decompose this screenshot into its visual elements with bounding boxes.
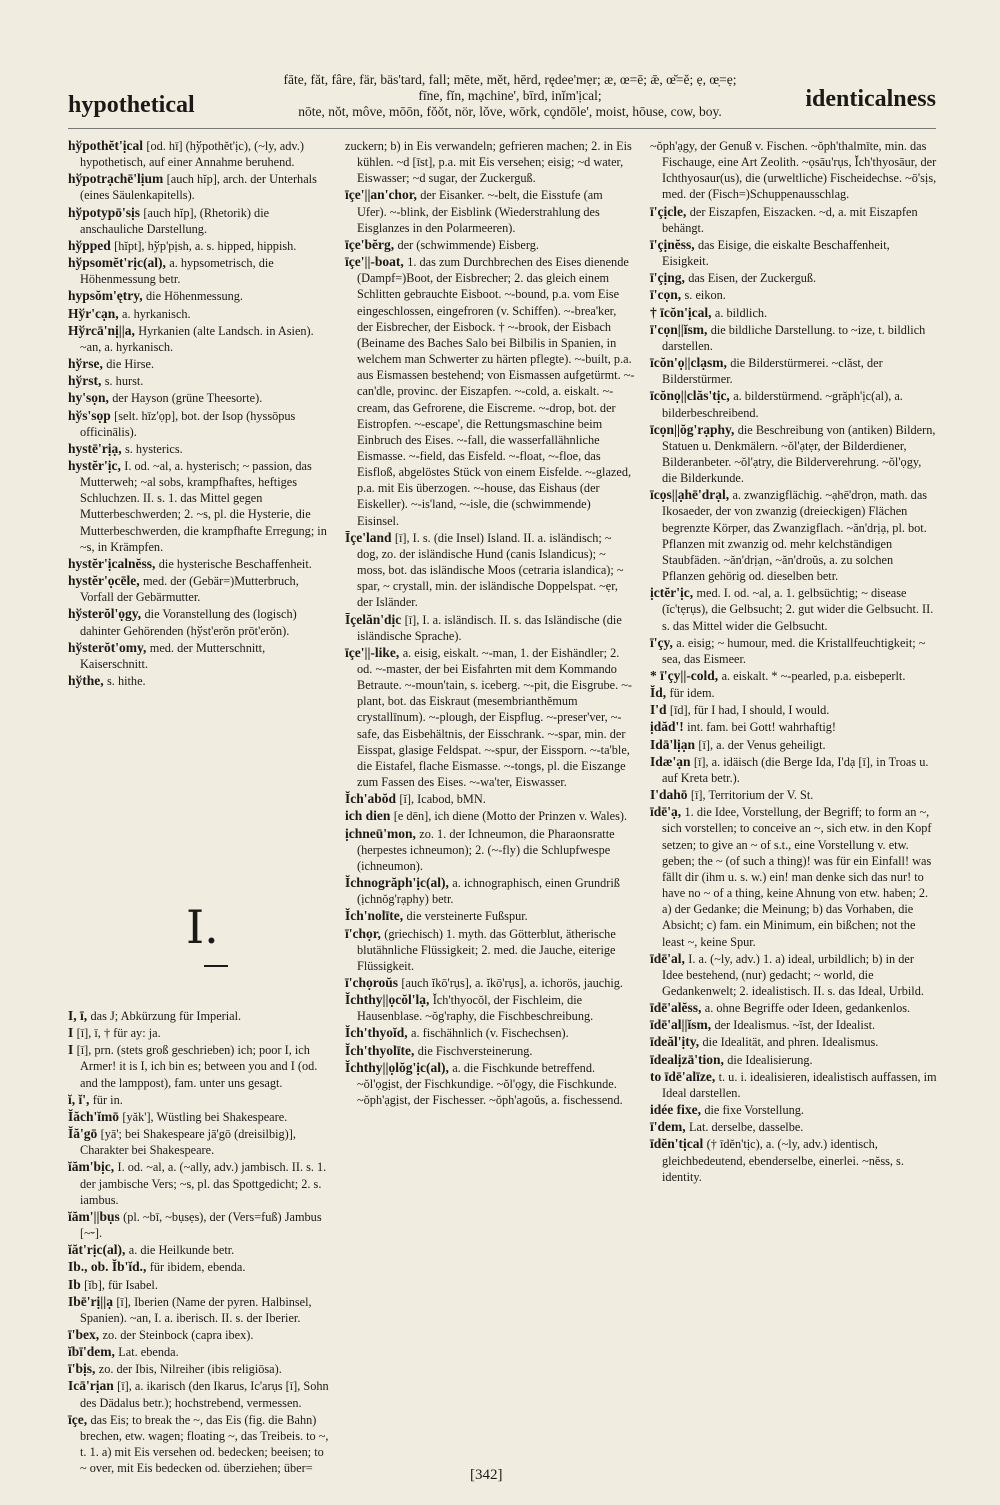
definition-text: das J; Abkürzung für Imperial. [90,1009,242,1023]
definition-text: 1. die Idee, Vorstellung, der Begriff; to form an ~, sich vorstellen; to conceive an ~, sich etw. in den Kopf setzen; to give an ~ of s.t., eine Vorstellung v. etw. geben; the ~ (of such a thing)! was für ein Einfall! was fällt dir (ihm u. s. w.) ein! man denke sich das nur! to have no ~ of a thing, keine Ahnung von etw. haben; 2. a) der Gedanke; die Meinung; b) das Vorhaben, die Absicht; c) fam. ein Minimum, ein bißchen; not the least ~, keine Spur. [662,805,932,949]
headword: hўsterŏt'omy, [68,639,150,655]
definition-text: [auch ĭkō'rụs], a. ĭkō'rụs], a. ichorös, jauchig. [401,975,624,990]
definition-text: [auch hĭp], (Rhetorik) die anschauliche Darstellung. [80,205,270,236]
headword: ĭăm'bịc, [68,1159,118,1175]
headword: Ĭch'thyoĭd, [345,1025,412,1041]
headword: I, ī, [68,1008,91,1023]
headword: ĭbī'dem, [68,1344,119,1360]
definition-text: das Eisen, der Zuckerguß. [688,271,817,286]
definition-text: med. I. od. ~al, a. 1. gelbsüchtig; ~ disease (ĭc'tẹrụs), die Gelbsucht; 2. gut wider die Gelbsucht. II. s. das Mittel wider die Gelbsucht. [662,586,934,633]
definition-text: die Hirse. [106,357,155,372]
dictionary-entry [650,754,938,786]
column-1 [68,138,330,868]
definition-text: die fixe Vorstellung. [704,1103,804,1118]
definition-text: zo. der Steinbock (capra ibex). [102,1327,254,1342]
headword: Idā'lịạn [650,736,699,752]
dictionary-entry [345,926,635,974]
definition-text: [ī], ī, † für ay: ja. [76,1026,161,1041]
headword: hystĕr'ịc, [68,457,125,473]
headword: hўpothĕt'ịcal [68,138,147,153]
dictionary-entry [650,737,938,753]
dictionary-entry [68,1092,330,1108]
definition-text: die Beschreibung von (antiken) Bildern, Statuen u. Denkmälern. ~ŏl'ạtẹr, der Bilderdiener, Bilderanbeter. ~ŏl'ạtry, die Bilderverehrung. ~ŏl'ọgy, die Bilderkunde. [662,422,936,486]
definition-text: [yăk'], Wüstling bei Shakespeare. [122,1109,288,1124]
definition-text: I. od. ~al, a. (~ally, adv.) jambisch. II. s. 1. der jambische Vers; ~s, pl. das Spottgedicht; 2. s. iambus. [80,1160,327,1207]
dictionary-entry [650,1034,938,1050]
dictionary-entry [650,138,938,203]
definition-text: zo. 1. der Ichneumon, die Pharaonsratte (herpestes ichneumon); 2. (~-fly) die Schlupfwespe (ichneumon). [357,826,615,873]
headword: ī'bex, [68,1326,103,1342]
definition-text: a. eisig, eiskalt. ~-man, 1. der Eishändler; 2. od. ~-master, der bei Eisfahrten mit dem Kommando Betraute. ~-moun'tain, s. iceberg. ~-pit, die Eisgrube. ~-plant, bot. das Eiskraut (mesembrianthĕmum crystallīnum). ~-plough, der Eispflug. ~-preser'ver, ~-safe, das Eisbehältnis, der Eisschrank. ~-spar, min. der Eisspat, glasige Feldspat. ~-spur, der Eissporn. ~-ta'ble, die Eistafel, flache Eismasse. ~-tongs, pl. die Eiszange zum Fassen des Eises. ~-wa'ter, Eiswasser. [357,645,632,790]
definition-text: für ibidem, ebenda. [149,1260,246,1275]
definition-text: a. die Heilkunde betr. [128,1243,235,1258]
pron-key-line: fīne, fĭn, mạchine', bīrd, inĭm'ịcal; [418,88,602,103]
headword: īçe, [68,1411,91,1427]
definition-text: (griechisch) 1. myth. das Götterblut, ätherische blutähnliche Flüssigkeit; 2. med. die Jauche, eiterige Flüssigkeit. [357,926,616,973]
headword: ī'çịng, [650,270,689,286]
pron-key-line: nōte, nŏt, môve, mōōn, fŏŏt, nör, lŏve, wōrk, cǫndōle', moist, hōuse, cow, boy. [298,104,722,119]
definition-text: das Eis; to break the ~, das Eis (fig. die Bahn) brechen, etw. wagen; floating ~, das Treibeis. to ~, t. 1. a) mit Eis versehen od. bedecken; beeisen; to ~ over, mit Eis bedecken od. überziehen; über= [80,1412,329,1476]
definition-text: ~ŏph'ạgy, der Genuß v. Fischen. ~ŏph'thalmīte, min. das Fischauge, eine Art Zeolith. ~ọsāu'rụs, Ĭch'thyosāur, der Ichthyosaur(us), die (urweltliche) Fischeidechse. ~ō'sịs, med. der (Fisch=)Schuppenausschlag. [650,139,937,202]
headword: ich dien [345,808,394,824]
headword: īdĕn'tịcal [650,1136,707,1152]
headword: hўrse, [68,356,107,372]
dictionary-entry [68,323,330,355]
dictionary-entry [345,1060,635,1108]
dictionary-entry [345,187,635,235]
section-letter: I. [186,900,219,954]
dictionary-entry [345,975,635,991]
headword: hypsŏm'ętry, [68,288,147,304]
headword: hўpped [68,237,115,253]
header-rule [68,128,936,129]
headword: hўs'sọp [68,407,115,423]
dictionary-entry [650,204,938,236]
definition-text: [hĭpt], hўp'pịsh, a. s. hipped, hippish. [114,238,297,253]
definition-text: [ī], I. a. isländisch. II. s. das Isländische (die isländische Sprache). [357,612,622,643]
dictionary-entry [650,804,938,949]
definition-text: a. hypsometrisch, die Höhenmessung betr. [80,256,274,287]
headword: Ibē'rị||ạ [68,1293,117,1309]
dictionary-entry [68,288,330,304]
headword: idée fixe, [650,1102,705,1118]
dictionary-entry [650,1069,938,1101]
definition-text: die Idealität, and phren. Idealismus. [702,1035,879,1050]
headword: ī'çịnĕss, [650,236,699,252]
headword: Idæ'ạn [650,753,694,769]
definition-text: (pl. ~bī, ~bụsẹs), der (Vers=fuß) Jambus [~⏑]. [80,1209,322,1241]
headword: īdē'al||ĭsm, [650,1017,715,1033]
headword: īçe'||an'chor, [345,187,421,203]
definition-text: die hysterische Beschaffenheit. [158,556,312,571]
dictionary-entry [650,635,938,667]
definition-text: die bildliche Darstellung. to ~ize, t. bildlich darstellen. [662,322,926,353]
headword: I [68,1042,77,1058]
definition-text: die Voranstellung des (logisch) dahinter Gehörenden (hўst'erŏn prōt'erŏn). [80,607,297,638]
running-head-right: identicalness [805,86,936,112]
headword: I [68,1025,77,1041]
headword: īdē'alĕss, [650,1000,705,1016]
definition-text: med. der (Gebär=)Mutterbruch, Vorfall der Gebärmutter. [80,574,299,605]
definition-text: a. hyrkanisch. [122,306,191,321]
definition-text: s. eikon. [684,288,726,303]
definition-text: († īdĕn'tịc), a. (~ly, adv.) identisch, gleichbedeutend, ebenderselbe, einerlei. ~nĕss, s. identity. [662,1137,904,1184]
dictionary-entry [650,1017,938,1033]
dictionary-entry [68,606,330,638]
running-head-left: hypothetical [68,92,195,118]
definition-text: die Idealisierung. [727,1052,813,1067]
dictionary-entry [68,171,330,203]
headword: īçe'||-like, [345,644,403,660]
definition-text: a. eisig; ~ humour, med. die Kristallfeuchtigkeit; ~ sea, das Eismeer. [662,635,926,666]
dictionary-entry [68,1378,330,1410]
dictionary-entry [68,306,330,322]
dictionary-entry [68,373,330,389]
definition-text: Lat. derselbe, dasselbe. [689,1120,804,1135]
definition-text: med. der Mutterschnitt, Kaiserschnitt. [80,640,266,671]
definition-text: zuckern; b) in Eis verwandeln; gefrieren machen; 2. in Eis kühlen. ~d [īst], p.a. mit Eis versehen; eisig; ~d water, Eiswasser; ~d sugar, der Zuckerguß. [345,139,632,186]
definition-text: zo. der Ibis, Nilreiher (ibis religiōsa). [98,1362,282,1377]
headword: hystĕr'ọcēle, [68,573,143,589]
headword: Hўr'cạn, [68,305,122,321]
definition-text: I. a. (~ly, adv.) 1. a) ideal, urbildlich; b) in der Idee bestehend, (nur) gedacht; ~ world, die Gedankenwelt; 2. idealistisch. II. s. das Ideal, Urbild. [662,951,924,998]
definition-text: für in. [92,1092,123,1107]
dictionary-entry [345,908,635,924]
headword: ī'dem, [650,1119,689,1135]
definition-text: 1. das zum Durchbrechen des Eises dienende (Dampf=)Boot, der Eisbrecher; 2. das gleich einem Schlitten gebrauchte Eisboot. ~-bound, p.a. vom Eise eingeschlossen, eingefroren (v. Schiffen). ~-brea'ker, der Eisbrecher, der Eisbock. † ~-brook, der Eisbach (Beiname des Baches Salo bei Bilbilis in Spanien, in welchem man Schwerter zu härten pflegte). ~-built, p.a. aus Eismassen bestehend; von Eismassen aufgetürmt. ~-can'dle, provinc. der Eiszapfen. ~-cold, a. eiskalt. ~-cream, das Gefrorene, die Eiscreme. ~-drop, bot. der Eistropfen. ~-escape', die Rettungsmaschine beim Einbruch des Eises. ~-fall, die wasserfallähnliche Eismasse. ~-field, das Eisfeld. ~-float, ~-floe, das Eisfloß, abgelöstes Stück von einem Eisfelde. ~-glazed, p.a. mit Eis überzogen. ~-house, das Eishaus (der Eiskeller). ~-is'land, ~-isle, die (schwimmende) Eisinsel. [357,255,635,528]
headword: I'dahō [650,787,691,803]
dictionary-entry [345,530,635,611]
headword: ī'chọroŭs [345,974,402,990]
dictionary-entry [650,287,938,303]
dictionary-entry [345,254,635,529]
headword: ĭăt'rịc(al), [68,1242,129,1258]
dictionary-entry [68,1259,330,1275]
dictionary-entry [345,826,635,874]
headword: ī'çịcle, [650,203,690,219]
dictionary-entry [650,787,938,803]
headword: Icā'rịan [68,1378,118,1394]
dictionary-entry [68,1209,330,1241]
dictionary-entry [68,1109,330,1125]
dictionary-entry [68,356,330,372]
definition-text: [selt. hīz'ọp], bot. der Isop (hyssōpus officinālis). [80,408,296,439]
dictionary-entry [68,1242,330,1258]
dictionary-entry [650,422,938,487]
definition-text: die Höhenmessung. [146,289,244,304]
dictionary-entry [650,355,938,387]
definition-text: [ī], I. s. (die Insel) Island. II. a. isländisch; ~ dog, zo. der isländische Hund (canis Islandicus); ~ moss, bot. das isländische Moos (cetraria islandica); ~ spar, ~ crystall, min. der isländische Doppelspat. ~ẹr, der Isländer. [357,530,624,610]
definition-text: s. hurst. [104,374,144,389]
dictionary-entry [68,1126,330,1158]
dictionary-entry [650,305,938,321]
dictionary-entry [650,685,938,701]
definition-text: Ĭch'thyocŏl, der Fischleim, die Hausenblase. ~ŏg'raphy, die Fischbeschreibung. [357,993,594,1024]
definition-text: a. die Fischkunde betreffend. ~ŏl'ọgịst, der Fischkundige. ~ŏl'ọgy, die Fischkunde. ~ŏph'ạgịst, der Fischesser. ~ŏph'agoŭs, a. fischessend. [357,1060,623,1108]
headword: īdeăl'ịty, [650,1034,703,1050]
dictionary-entry [650,487,938,584]
dictionary-entry [68,1327,330,1343]
dictionary-entry [650,1136,938,1184]
headword: īcọs||ạhē'drạl, [650,487,733,503]
dictionary-entry [345,1025,635,1041]
dictionary-entry [68,1042,330,1090]
definition-text: das Eisige, die eiskalte Beschaffenheit, Eisigkeit. [662,237,890,269]
headword: Ĭch'thyolīte, [345,1042,418,1058]
dictionary-entry [68,441,330,457]
definition-text: [ī], Territorium der V. St. [690,788,814,803]
dictionary-entry [345,1043,635,1059]
dictionary-entry [345,875,635,907]
definition-text: int. fam. bei Gott! wahrhaftig! [687,720,837,735]
definition-text: s. hysterics. [125,441,183,456]
definition-text: s. hithe. [107,674,146,688]
headword: Ĭd, [650,685,670,701]
headword: ī'chọr, [345,925,385,941]
headword: Ib., ob. Ĭb'ĭd., [68,1259,150,1275]
headword: īcọn||ŏg'rạphy, [650,421,738,437]
dictionary-entry [68,238,330,254]
dictionary-entry [650,719,938,735]
dictionary-entry [345,992,635,1024]
definition-text: a. eiskalt. * ~-pearled, p.a. eisbeperlt. [721,669,906,683]
definition-text: [ī], a. der Venus geheiligt. [698,737,826,752]
dictionary-entry [650,1102,938,1118]
headword: īcŏn'ọ||clạsm, [650,355,731,371]
dictionary-entry [68,1412,330,1477]
headword: * ī'çy||-cold, [650,668,722,683]
headword: ī'cọn||ĭsm, [650,321,711,337]
headword: Ĭch'abŏd [345,791,400,807]
dictionary-entry [650,585,938,633]
dictionary-entry [68,1344,330,1360]
headword: īcŏnọ||clăs'tịc, [650,388,734,404]
headword: † īcŏn'ịcal, [650,304,715,320]
dictionary-entry [650,668,938,684]
column-1-lower [68,1008,330,1476]
definition-text: [ī], a. idäisch (die Berge Ida, I'dạ [ī], in Troas u. auf Kreta betr.). [662,754,929,785]
definition-text: [e dēn], ich diene (Motto der Prinzen v. Wales). [393,809,628,824]
dictionary-entry [68,573,330,605]
dictionary-entry [345,791,635,807]
headword: īdē'al, [650,950,689,966]
dictionary-entry [68,458,330,555]
definition-text: [ĭ], Icabod, bMN. [399,792,486,807]
headword: īdē'ạ, [650,804,685,820]
dictionary-entry [68,205,330,237]
dictionary-entry [68,1159,330,1207]
dictionary-entry [345,808,635,824]
definition-text: a. zwanzigflächig. ~ạhē'drọn, math. das Ikosaeder, der von zwanzig (dreieckigen) Flächen begrenzte Körper, das Zwanzigflach. ~ăn'drịạ, pl. bot. Pflanzen mit zwanzig od. mehr kelchständigen Staubfäden. ~ăn'drịạn, ~ăn'droŭs, a. zu solchen Pflanzen gehörig od. dieselben betr. [662,488,928,584]
definition-text: der (schwimmende) Eisberg. [397,237,539,252]
headword: hўrst, [68,373,105,389]
definition-text: für idem. [669,686,715,701]
definition-text: die Fischversteinerung. [417,1043,533,1058]
definition-text: [yā'; bei Shakespeare jā'gō (dreisilbig)], Charakter bei Shakespeare. [80,1127,296,1158]
dictionary-entry [68,556,330,572]
headword: īçe'bĕrg, [345,236,398,252]
definition-text: [od. hī] (hўpothĕt'ịc), (~ly, adv.) hypothetisch, auf einer Annahme beruhend. [80,139,304,170]
headword: hўsterŏl'ọgy, [68,606,145,622]
definition-text: [ĭb], für Isabel. [84,1277,158,1292]
headword: ī'cọn, [650,287,685,303]
headword: Īçelăn'dịc [345,611,405,627]
headword: hўpotrạchē'lịum [68,171,167,187]
definition-text: [ī], prn. (stets groß geschrieben) ich; poor I, ich Armer! it is I, ich bin es; between you and I (od. and the lamppost), fam. unter uns gesagt. [76,1043,318,1090]
dictionary-entry [68,408,330,440]
dictionary-entry [650,1119,938,1135]
dictionary-entry [650,1000,938,1016]
dictionary-entry [68,1361,330,1377]
definition-text: t. u. i. idealisieren, idealistisch auffassen, im Ideal darstellen. [662,1069,937,1100]
section-letter-rule [204,965,228,967]
headword: ī'bịs, [68,1361,99,1377]
dictionary-entry [650,702,938,718]
dictionary-entry [68,255,330,287]
definition-text: [ī], a. ikarisch (den Ikarus, Ic'arụs [ī], Sohn des Dädalus betr.); hochstrebend, vermessen. [80,1379,329,1410]
definition-text: a. bildlich. [714,305,768,320]
headword: I'd [650,702,670,718]
dictionary-entry [650,1052,938,1068]
headword: Ĭchthy||ọcŏl'lạ, [345,992,433,1008]
definition-text: a. bilderstürmend. ~grăph'ịc(al), a. bilderbeschreibend. [662,389,903,420]
definition-text: a. ohne Begriffe oder Ideen, gedankenlos. [704,1001,911,1016]
headword: ĭ, ĭ', [68,1091,93,1107]
definition-text: a. ichnographisch, einen Grundriß (ịchnŏg'rạphy) betr. [357,876,620,907]
dictionary-entry [68,1277,330,1293]
headword: hўpotypō'sịs [68,204,144,220]
headword: hўthe, [68,673,108,688]
headword: Īçe'land [345,529,395,545]
headword: to īdē'alīze, [650,1068,719,1084]
definition-text: der Eisanker. ~-belt, die Eisstufe (am Ufer). ~-blink, der Eisblink (Wiederstrahlung des Eisglanzes in den Polarmeeren). [357,188,603,235]
definition-text: Lat. ebenda. [118,1345,179,1360]
pronunciation-key [230,72,790,120]
headword: ịchneū'mon, [345,825,420,841]
definition-text: die Bilderstürmerei. ~clăst, der Bilderstürmer. [662,356,883,387]
column-2 [345,138,635,1498]
headword: Ĭch'nolīte, [345,908,407,924]
definition-text: der Eiszapfen, Eiszacken. ~d, a. mit Eiszapfen behängt. [662,204,918,235]
definition-text: [auch hĭp], arch. der Unterhals (eines Säulenkapitells). [80,172,317,203]
headword: hystē'rịạ, [68,440,125,456]
headword: ịdăd'! [650,719,688,735]
definition-text: I. od. ~al, a. hysterisch; ~ passion, das Mutterweh; ~al sobs, krampfhaftes, heftiges Schluchzen. II. s. 1. das Mittel gegen Mutterbeschwerden; 2. ~s, pl. die Hysterie, die Mutterbeschwerden, die krampfhafte Erregung; in ~s, in Krämpfen. [80,458,327,554]
headword: Ĭăch'ĭmō [68,1108,123,1124]
dictionary-entry [68,673,330,689]
headword: hўpsomĕt'rịc(al), [68,255,170,271]
definition-text: der Idealismus. ~ĭst, der Idealist. [714,1018,876,1033]
definition-text: a. fischähnlich (v. Fischechsen). [411,1026,569,1041]
dictionary-entry [650,322,938,354]
dictionary-entry [68,1008,330,1024]
dictionary-entry [68,640,330,672]
dictionary-entry [345,138,635,186]
headword: Ĭchthy||ọlŏg'ịc(al), [345,1059,453,1075]
pron-key-line: fāte, făt, fâre, fär, bäs'tard, fall; mēte, mĕt, hērd, rędee'mẹr; æ, œ=ē; ǣ, œ̆=ĕ; ẹ, œ̣=ẹ; [283,72,737,87]
headword: hy'sọn, [68,390,113,406]
column-3 [650,138,938,1498]
headword: īçe'||-boat, [345,254,408,270]
headword: ī'çy, [650,634,677,650]
definition-text: Hyrkanien (alte Landsch. in Asien). ~an, a. hyrkanisch. [80,323,314,354]
dictionary-entry [68,1025,330,1041]
definition-text: der Hayson (grüne Theesorte). [112,391,263,406]
headword: hystĕr'ịcalnĕss, [68,555,159,571]
dictionary-entry [650,270,938,286]
definition-text: [īd], für I had, I should, I would. [669,703,830,718]
page-number: [342] [470,1467,503,1483]
headword: īdealịzā'tion, [650,1051,728,1067]
definition-text: [ī], Iberien (Name der pyren. Halbinsel, Spanien). ~an, I. a. iberisch. II. s. der Iberier. [80,1294,312,1325]
dictionary-entry [650,388,938,420]
dictionary-entry [68,1294,330,1326]
dictionary-entry [345,645,635,790]
headword: Ib [68,1276,85,1292]
dictionary-entry [345,237,635,253]
dictionary-entry [345,612,635,644]
dictionary-entry [68,390,330,406]
headword: Ĭchnogrăph'ịc(al), [345,875,453,891]
headword: Hўrcā'nị||a, [68,322,139,338]
definition-text: die versteinerte Fußspur. [406,909,528,924]
headword: ĭăm'||bụs [68,1208,124,1224]
headword: ịctĕr'ịc, [650,585,697,601]
headword: Ĭă'gō [68,1126,101,1142]
dictionary-entry [68,138,330,170]
dictionary-entry [650,237,938,269]
dictionary-entry [650,951,938,999]
